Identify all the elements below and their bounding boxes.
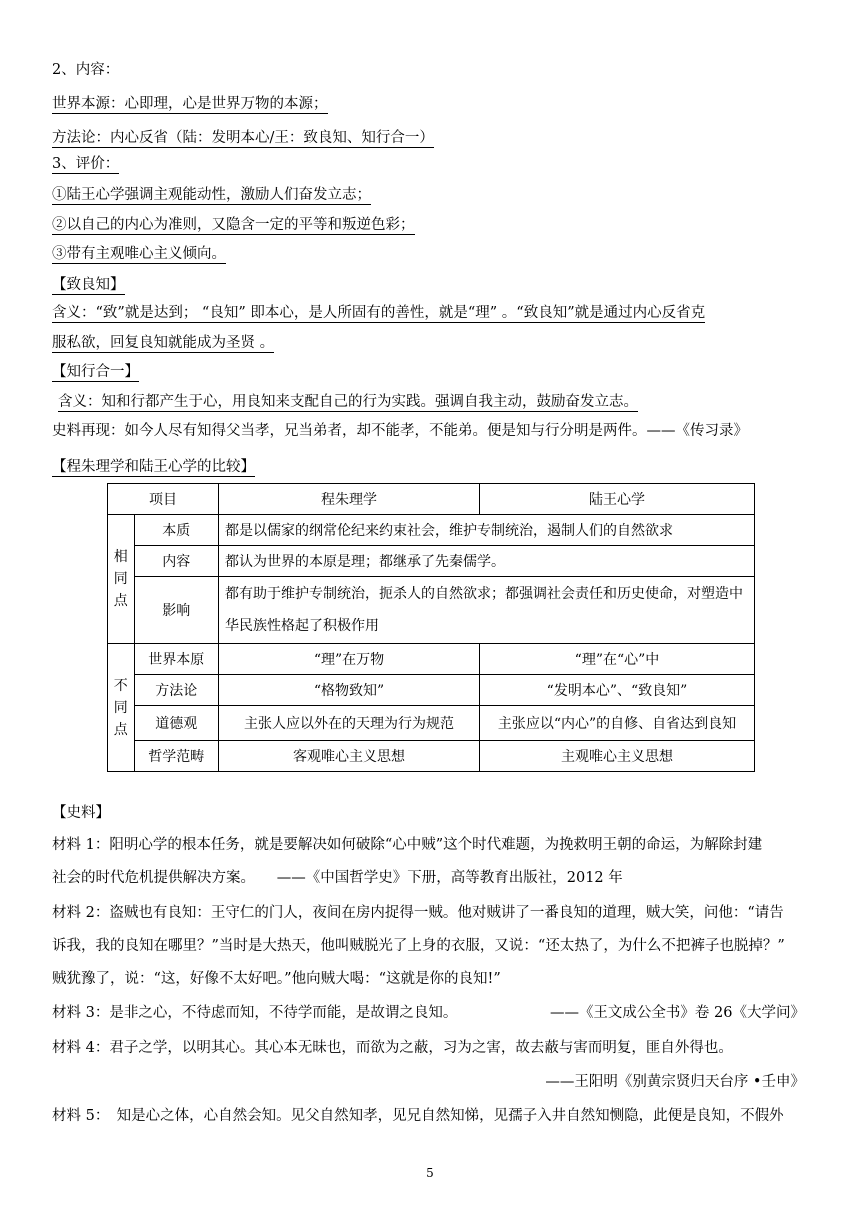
material-3-source: ——《王文成公全书》卷 26《大学问》 xyxy=(549,1005,805,1021)
row-item: 方法论 xyxy=(134,675,218,706)
material-1-line-1: 材料 1：阳明心学的根本任务，就是要解决如何破除“心中贼”这个时代难题，为挽救明王朝的命运，为解除封建 xyxy=(52,837,763,853)
row-item: 影响 xyxy=(134,577,218,644)
header-chengzhu: 程朱理学 xyxy=(219,484,480,515)
row-item: 道德观 xyxy=(134,706,218,741)
row-chengzhu: “理”在万物 xyxy=(219,644,480,675)
row-text: 都有助于维护专制统治，扼杀人的自然欲求；都强调社会责任和历史使命，对塑造中华民族性格起了积极作用 xyxy=(219,577,755,644)
table-row xyxy=(108,644,755,675)
section-2-title: 2、内容： xyxy=(52,62,120,78)
compare-heading: 【程朱理学和陆王心学的比较】 xyxy=(52,459,255,475)
row-text: 都是以儒家的纲常伦纪来约束社会，维护专制统治，遏制人们的自然欲求 xyxy=(219,515,755,546)
evaluation-3: ③带有主观唯心主义倾向。 xyxy=(52,246,226,262)
row-chengzhu: 客观唯心主义思想 xyxy=(219,741,480,772)
row-chengzhu: “格物致知” xyxy=(219,675,480,706)
section-3-title: 3、评价： xyxy=(52,156,120,172)
world-origin-text: 世界本源：心即理，心是世界万物的本源； xyxy=(52,96,328,112)
table-row xyxy=(108,577,755,644)
header-luwang: 陆王心学 xyxy=(480,484,755,515)
table-row xyxy=(108,546,755,577)
table-row xyxy=(108,675,755,706)
material-2-line-3: 贼犹豫了，说：“这，好像不太好吧。”他向贼大喝：“这就是你的良知!” xyxy=(52,971,501,987)
row-item: 哲学范畴 xyxy=(134,741,218,772)
zhiliangzhi-meaning-2: 服私欲，回复良知就能成为圣贤 。 xyxy=(52,335,275,351)
sources-heading: 【史料】 xyxy=(52,805,110,821)
material-1-line-2: 社会的时代危机提供解决方案。 ——《中国哲学史》下册，高等教育出版社，2012 年 xyxy=(52,870,623,886)
material-2-line-1: 材料 2：盗贼也有良知：王守仁的门人，夜间在房内捉得一贼。他对贼讲了一番良知的道理，贼大笑，问他：“请告 xyxy=(52,905,784,921)
table-row xyxy=(108,741,755,772)
page-number: 5 xyxy=(426,1166,434,1180)
same-label: 相同点 xyxy=(108,515,135,644)
material-3: 材料 3：是非之心，不待虑而知，不待学而能，是故谓之良知。 xyxy=(52,1005,458,1021)
material-4: 材料 4：君子之学，以明其心。其心本无昧也，而欲为之蔽，习为之害，故去蔽与害而明复，匪自外得也。 xyxy=(52,1040,733,1056)
evaluation-1: ①陆王心学强调主观能动性，激励人们奋发立志； xyxy=(52,187,371,203)
comparison-table xyxy=(107,483,755,772)
zhiliangzhi-heading: 【致良知】 xyxy=(52,277,125,293)
row-luwang: 主张应以“内心”的自修、自省达到良知 xyxy=(480,706,755,741)
row-item: 内容 xyxy=(134,546,218,577)
header-item: 项目 xyxy=(108,484,219,515)
row-chengzhu: 主张人应以外在的天理为行为规范 xyxy=(219,706,480,741)
row-luwang: 主观唯心主义思想 xyxy=(480,741,755,772)
row-item: 本质 xyxy=(134,515,218,546)
diff-label: 不同点 xyxy=(108,644,135,772)
table-row xyxy=(108,515,755,546)
zhixing-history: 史料再现：如今人尽有知得父当孝，兄当弟者，却不能孝，不能弟。便是知与行分明是两件。——《传习录》 xyxy=(52,423,748,439)
zhixing-meaning: 含义：知和行都产生于心，用良知来支配自己的行为实践。强调自我主动，鼓励奋发立志。 xyxy=(58,394,638,410)
material-5: 材料 5： 知是心之体，心自然会知。见父自然知孝，见兄自然知悌，见孺子入井自然知恻隐，此便是良知，不假外 xyxy=(52,1108,784,1124)
table-header-row xyxy=(108,484,755,515)
zhixing-heading: 【知行合一】 xyxy=(52,364,139,380)
row-item: 世界本原 xyxy=(134,644,218,675)
material-2-line-2: 诉我，我的良知在哪里？”当时是大热天，他叫贼脱光了上身的衣服，又说：“还太热了，为什么不把裤子也脱掉？” xyxy=(52,938,785,954)
row-luwang: “发明本心”、“致良知” xyxy=(480,675,755,706)
row-luwang: “理”在“心”中 xyxy=(480,644,755,675)
row-text: 都认为世界的本原是理；都继承了先秦儒学。 xyxy=(219,546,755,577)
table-row xyxy=(108,706,755,741)
zhiliangzhi-meaning-1: 含义：“致”就是达到； “良知” 即本心，是人所固有的善性，就是“理” 。“致良知”就是通过内心反省克 xyxy=(52,305,706,321)
material-4-source: ——王阳明《别黄宗贤归天台序 •壬申》 xyxy=(545,1074,805,1090)
method-text: 方法论：内心反省（陆：发明本心/王：致良知、知行合一） xyxy=(52,130,434,146)
evaluation-2: ②以自己的内心为准则，又隐含一定的平等和叛逆色彩； xyxy=(52,217,415,233)
